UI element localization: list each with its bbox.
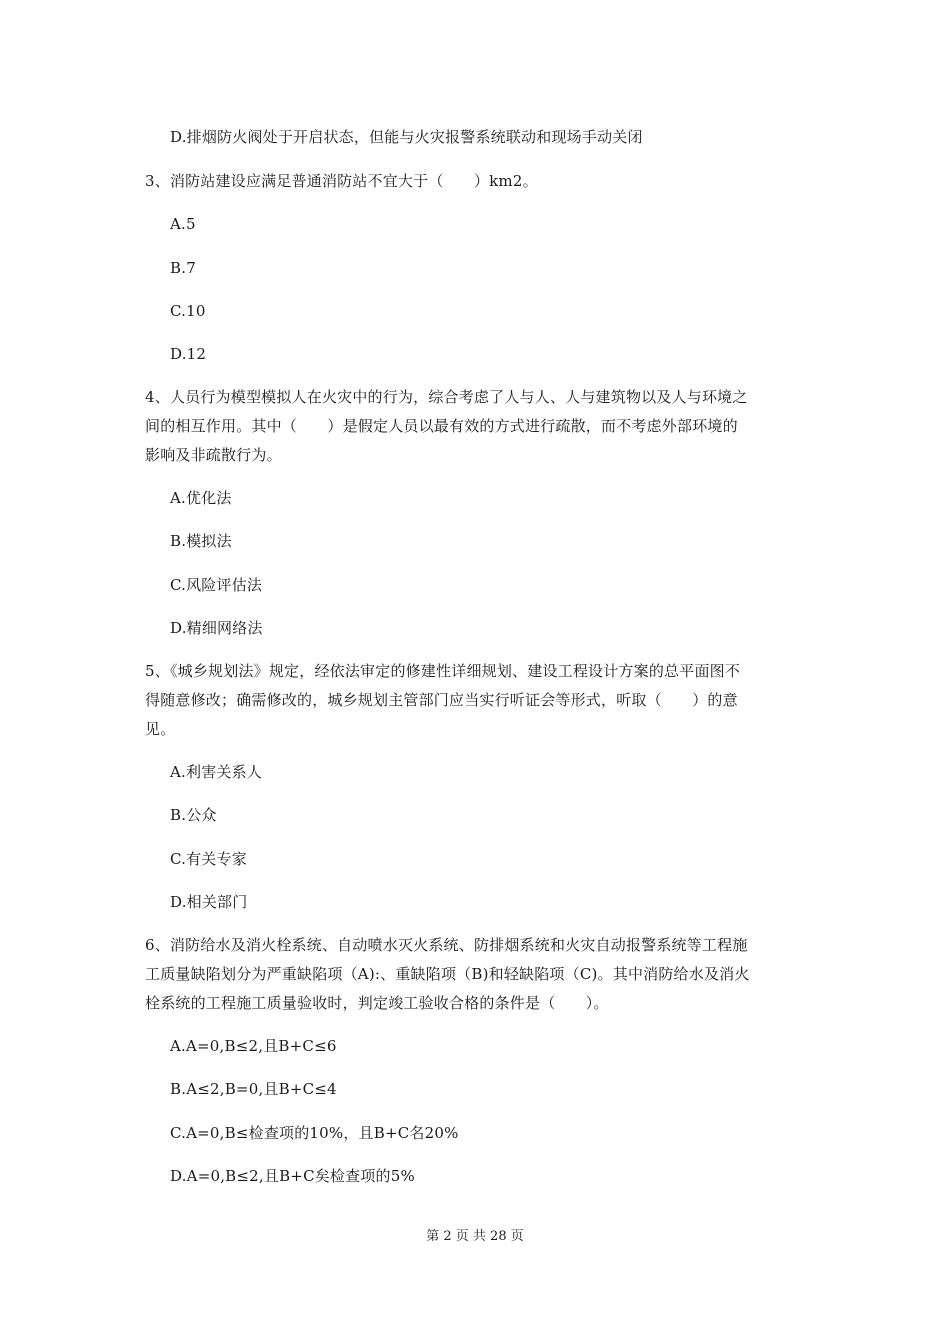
question-4-option-c: C.风险评估法	[170, 576, 263, 594]
question-3-option-b: B.7	[170, 259, 196, 277]
question-3-option-c: C.10	[170, 302, 206, 320]
question-3-option-a: A.5	[170, 215, 196, 233]
question-5-option-a: A.利害关系人	[170, 763, 263, 781]
question-5-option-d: D.相关部门	[170, 893, 248, 911]
question-4-option-b: B.模拟法	[170, 532, 232, 550]
question-4-option-a: A.优化法	[170, 489, 232, 507]
question-6-text-line-2: 工质量缺陷划分为严重缺陷项（A):、重缺陷项（B)和轻缺陷项（C)。其中消防给水及消火	[145, 965, 750, 983]
question-4-option-d: D.精细网络法	[170, 619, 263, 637]
question-3-text: 3、消防站建设应满足普通消防站不宜大于（ ）km2。	[145, 172, 538, 190]
question-5-text-line-2: 得随意修改；确需修改的，城乡规划主管部门应当实行听证会等形式，听取（ ）的意	[145, 691, 738, 709]
question-3-option-d: D.12	[170, 345, 207, 363]
question-6-option-c: C.A=0,B≤检查项的10%，且B+C名20%	[170, 1124, 459, 1142]
question-4-text-line-3: 影响及非疏散行为。	[145, 446, 282, 464]
question-6-option-a: A.A=0,B≤2,且B+C≤6	[170, 1037, 337, 1055]
question-5-text-line-1: 5、《城乡规划法》规定，经依法审定的修建性详细规划、建设工程设计方案的总平面图不	[145, 662, 741, 680]
question-5-text-line-3: 见。	[145, 720, 176, 738]
question-4-text-line-2: 间的相互作用。其中（ ）是假定人员以最有效的方式进行疏散，而不考虑外部环境的	[145, 417, 738, 435]
question-6-option-d: D.A=0,B≤2,且B+C矣检查项的5%	[170, 1167, 415, 1185]
question-6-text-line-1: 6、消防给水及消火栓系统、自动喷水灭火系统、防排烟系统和火灾自动报警系统等工程施	[145, 936, 748, 954]
page-number-footer: 第 2 页 共 28 页	[426, 1229, 524, 1244]
question-4-text-line-1: 4、人员行为模型模拟人在火灾中的行为，综合考虑了人与人、人与建筑物以及人与环境之	[145, 388, 748, 406]
question-6-text-line-3: 栓系统的工程施工质量验收时，判定竣工验收合格的条件是（ ）。	[145, 994, 609, 1012]
question-5-option-b: B.公众	[170, 806, 217, 824]
question-5-option-c: C.有关专家	[170, 850, 247, 868]
option-text: D.排烟防火阀处于开启状态，但能与火灾报警系统联动和现场手动关闭	[170, 128, 643, 146]
question-6-option-b: B.A≤2,B=0,且B+C≤4	[170, 1080, 337, 1098]
